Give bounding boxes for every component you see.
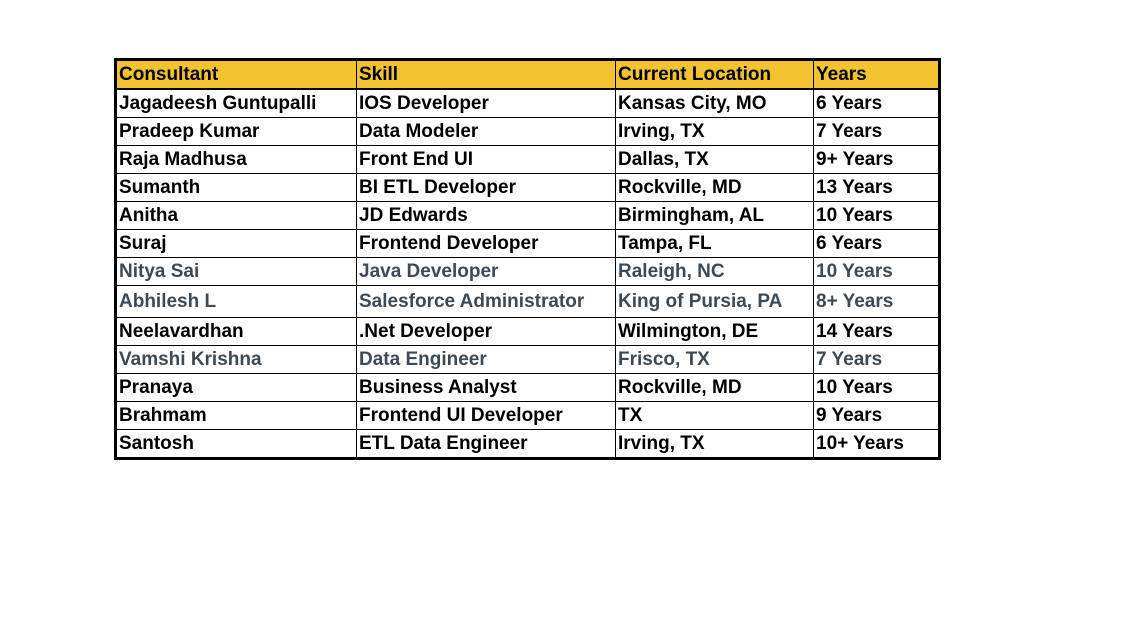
- column-header-location: Current Location: [616, 60, 814, 90]
- cell-years: 9+ Years: [814, 146, 940, 174]
- cell-skill: Data Modeler: [357, 118, 616, 146]
- cell-years: 6 Years: [814, 89, 940, 118]
- table-row: [116, 89, 940, 118]
- consultants-table: [114, 58, 941, 460]
- cell-consultant: Jagadeesh Guntupalli: [116, 89, 357, 118]
- cell-location: Irving, TX: [616, 118, 814, 146]
- cell-years: 8+ Years: [814, 286, 940, 318]
- cell-skill: Frontend Developer: [357, 230, 616, 258]
- column-header-years: Years: [814, 60, 940, 90]
- cell-location: Dallas, TX: [616, 146, 814, 174]
- cell-consultant: Santosh: [116, 430, 357, 459]
- cell-years: 7 Years: [814, 346, 940, 374]
- cell-years: 14 Years: [814, 318, 940, 346]
- cell-location: Birmingham, AL: [616, 202, 814, 230]
- cell-location: Tampa, FL: [616, 230, 814, 258]
- cell-consultant: Suraj: [116, 230, 357, 258]
- table-row: [116, 402, 940, 430]
- cell-skill: Salesforce Administrator: [357, 286, 616, 318]
- cell-consultant: Pradeep Kumar: [116, 118, 357, 146]
- table-row: [116, 174, 940, 202]
- cell-location: Kansas City, MO: [616, 89, 814, 118]
- table-row: [116, 374, 940, 402]
- cell-location: Rockville, MD: [616, 174, 814, 202]
- cell-consultant: Sumanth: [116, 174, 357, 202]
- cell-location: Rockville, MD: [616, 374, 814, 402]
- column-header-consultant: Consultant: [116, 60, 357, 90]
- cell-skill: .Net Developer: [357, 318, 616, 346]
- cell-consultant: Pranaya: [116, 374, 357, 402]
- cell-consultant: Neelavardhan: [116, 318, 357, 346]
- column-header-skill: Skill: [357, 60, 616, 90]
- cell-consultant: Brahmam: [116, 402, 357, 430]
- cell-consultant: Nitya Sai: [116, 258, 357, 286]
- cell-location: Frisco, TX: [616, 346, 814, 374]
- table-header: [116, 60, 940, 90]
- cell-skill: ETL Data Engineer: [357, 430, 616, 459]
- cell-consultant: Raja Madhusa: [116, 146, 357, 174]
- cell-years: 7 Years: [814, 118, 940, 146]
- cell-location: Irving, TX: [616, 430, 814, 459]
- cell-years: 9 Years: [814, 402, 940, 430]
- cell-location: Wilmington, DE: [616, 318, 814, 346]
- cell-years: 13 Years: [814, 174, 940, 202]
- cell-skill: IOS Developer: [357, 89, 616, 118]
- table-row: [116, 118, 940, 146]
- cell-location: TX: [616, 402, 814, 430]
- table-body: [116, 89, 940, 459]
- header-row: [116, 60, 940, 90]
- table-row: [116, 230, 940, 258]
- table-row: [116, 258, 940, 286]
- cell-years: 10 Years: [814, 374, 940, 402]
- cell-skill: Business Analyst: [357, 374, 616, 402]
- cell-years: 6 Years: [814, 230, 940, 258]
- cell-skill: Front End UI: [357, 146, 616, 174]
- cell-location: King of Pursia, PA: [616, 286, 814, 318]
- table-row: [116, 430, 940, 459]
- table-row: [116, 318, 940, 346]
- cell-skill: BI ETL Developer: [357, 174, 616, 202]
- cell-location: Raleigh, NC: [616, 258, 814, 286]
- cell-consultant: Abhilesh L: [116, 286, 357, 318]
- table-row: [116, 202, 940, 230]
- cell-years: 10 Years: [814, 258, 940, 286]
- cell-skill: Frontend UI Developer: [357, 402, 616, 430]
- cell-years: 10+ Years: [814, 430, 940, 459]
- table-row: [116, 346, 940, 374]
- table-row: [116, 146, 940, 174]
- cell-skill: JD Edwards: [357, 202, 616, 230]
- cell-consultant: Vamshi Krishna: [116, 346, 357, 374]
- cell-years: 10 Years: [814, 202, 940, 230]
- table-row: [116, 286, 940, 318]
- cell-consultant: Anitha: [116, 202, 357, 230]
- cell-skill: Data Engineer: [357, 346, 616, 374]
- cell-skill: Java Developer: [357, 258, 616, 286]
